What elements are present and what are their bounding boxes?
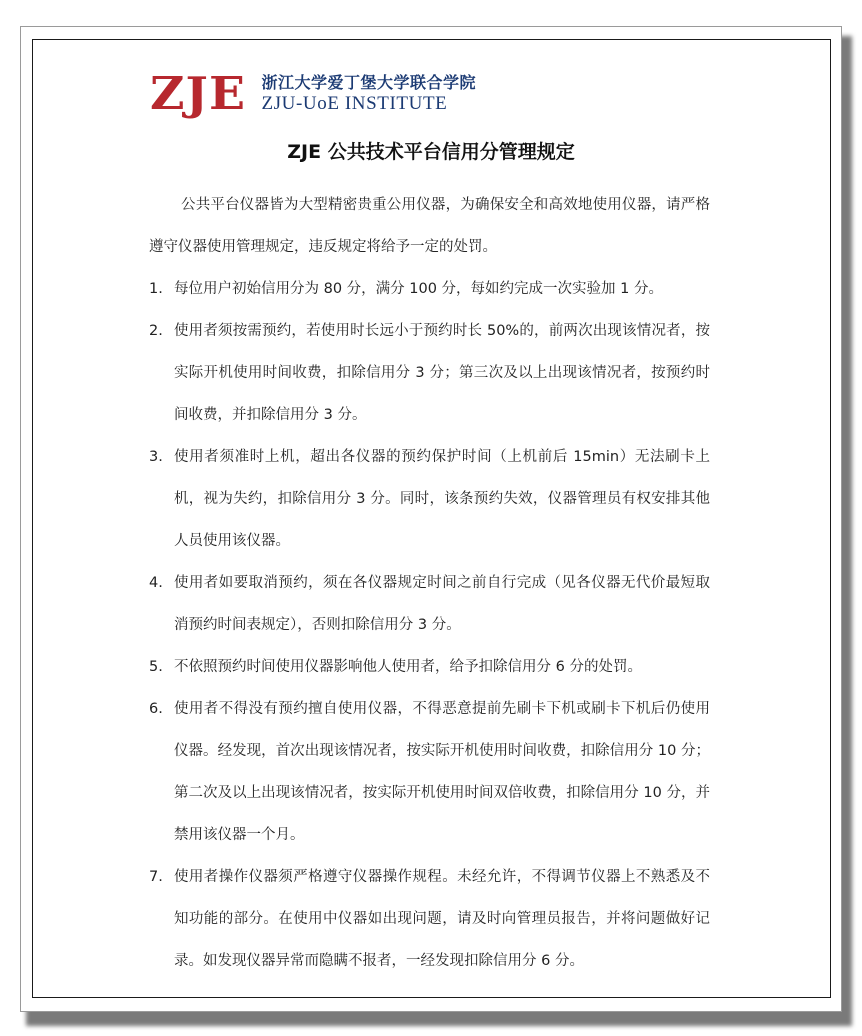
logo-name-chinese: 浙江大学爱丁堡大学联合学院 xyxy=(261,73,476,92)
rule-item xyxy=(149,562,710,646)
rule-item xyxy=(149,436,710,562)
rule-number: 5. xyxy=(149,659,163,675)
logo-name-english: ZJU-UoE INSTITUTE xyxy=(261,93,448,114)
rule-text: 使用者如要取消预约，须在各仪器规定时间之前自行完成（见各仪器无代价最短取消预约时间表规定），否则扣除信用分 3 分。 xyxy=(174,575,710,633)
logo-text xyxy=(261,73,476,115)
rule-item xyxy=(149,646,710,688)
rule-number: 2. xyxy=(149,323,163,339)
rule-number: 1. xyxy=(149,281,163,297)
rule-number: 3. xyxy=(149,449,163,465)
rule-text: 使用者须准时上机，超出各仪器的预约保护时间（上机前后 15min）无法刷卡上机，视为失约，扣除信用分 3 分。同时，该条预约失效，仪器管理员有权安排其他人员使用该仪器。 xyxy=(174,449,710,549)
rule-item xyxy=(149,310,710,436)
rule-number: 7. xyxy=(149,869,163,885)
rule-text: 使用者不得没有预约擅自使用仪器，不得恶意提前先刷卡下机或刷卡下机后仍使用仪器。经发现，首次出现该情况者，按实际开机使用时间收费，扣除信用分 10 分；第二次及以上出现该情况者，按实际开机使用时间双倍收费，扣除信用分 10 分，并禁用该仪器一个月。 xyxy=(174,701,710,843)
logo-mark: ZJE xyxy=(150,67,247,120)
rule-item xyxy=(149,268,710,310)
rule-text: 每位用户初始信用分为 80 分，满分 100 分，每如约完成一次实验加 1 分。 xyxy=(174,281,664,297)
document-body xyxy=(149,184,710,982)
rule-text: 不依照预约时间使用仪器影响他人使用者，给予扣除信用分 6 分的处罚。 xyxy=(174,659,642,675)
rules-list xyxy=(149,268,710,982)
rule-text: 使用者操作仪器须严格遵守仪器操作规程。未经允许，不得调节仪器上不熟悉及不知功能的部分。在使用中仪器如出现问题，请及时向管理员报告，并将问题做好记录。如发现仪器异常而隐瞒不报者，一经发现扣除信用分 6 分。 xyxy=(174,869,710,969)
document-title: ZJE 公共技术平台信用分管理规定 xyxy=(287,141,575,163)
rule-item xyxy=(149,856,710,982)
rule-item xyxy=(149,688,710,856)
rule-number: 6. xyxy=(149,701,163,717)
rule-number: 4. xyxy=(149,575,163,591)
institute-logo xyxy=(150,67,476,120)
rule-text: 使用者须按需预约，若使用时长远小于预约时长 50%的，前两次出现该情况者，按实际开机使用时间收费，扣除信用分 3 分；第三次及以上出现该情况者，按预约时间收费，并扣除信用分 3 分。 xyxy=(174,323,710,423)
intro-paragraph: 公共平台仪器皆为大型精密贵重公用仪器，为确保安全和高效地使用仪器，请严格遵守仪器使用管理规定，违反规定将给予一定的处罚。 xyxy=(149,197,710,255)
